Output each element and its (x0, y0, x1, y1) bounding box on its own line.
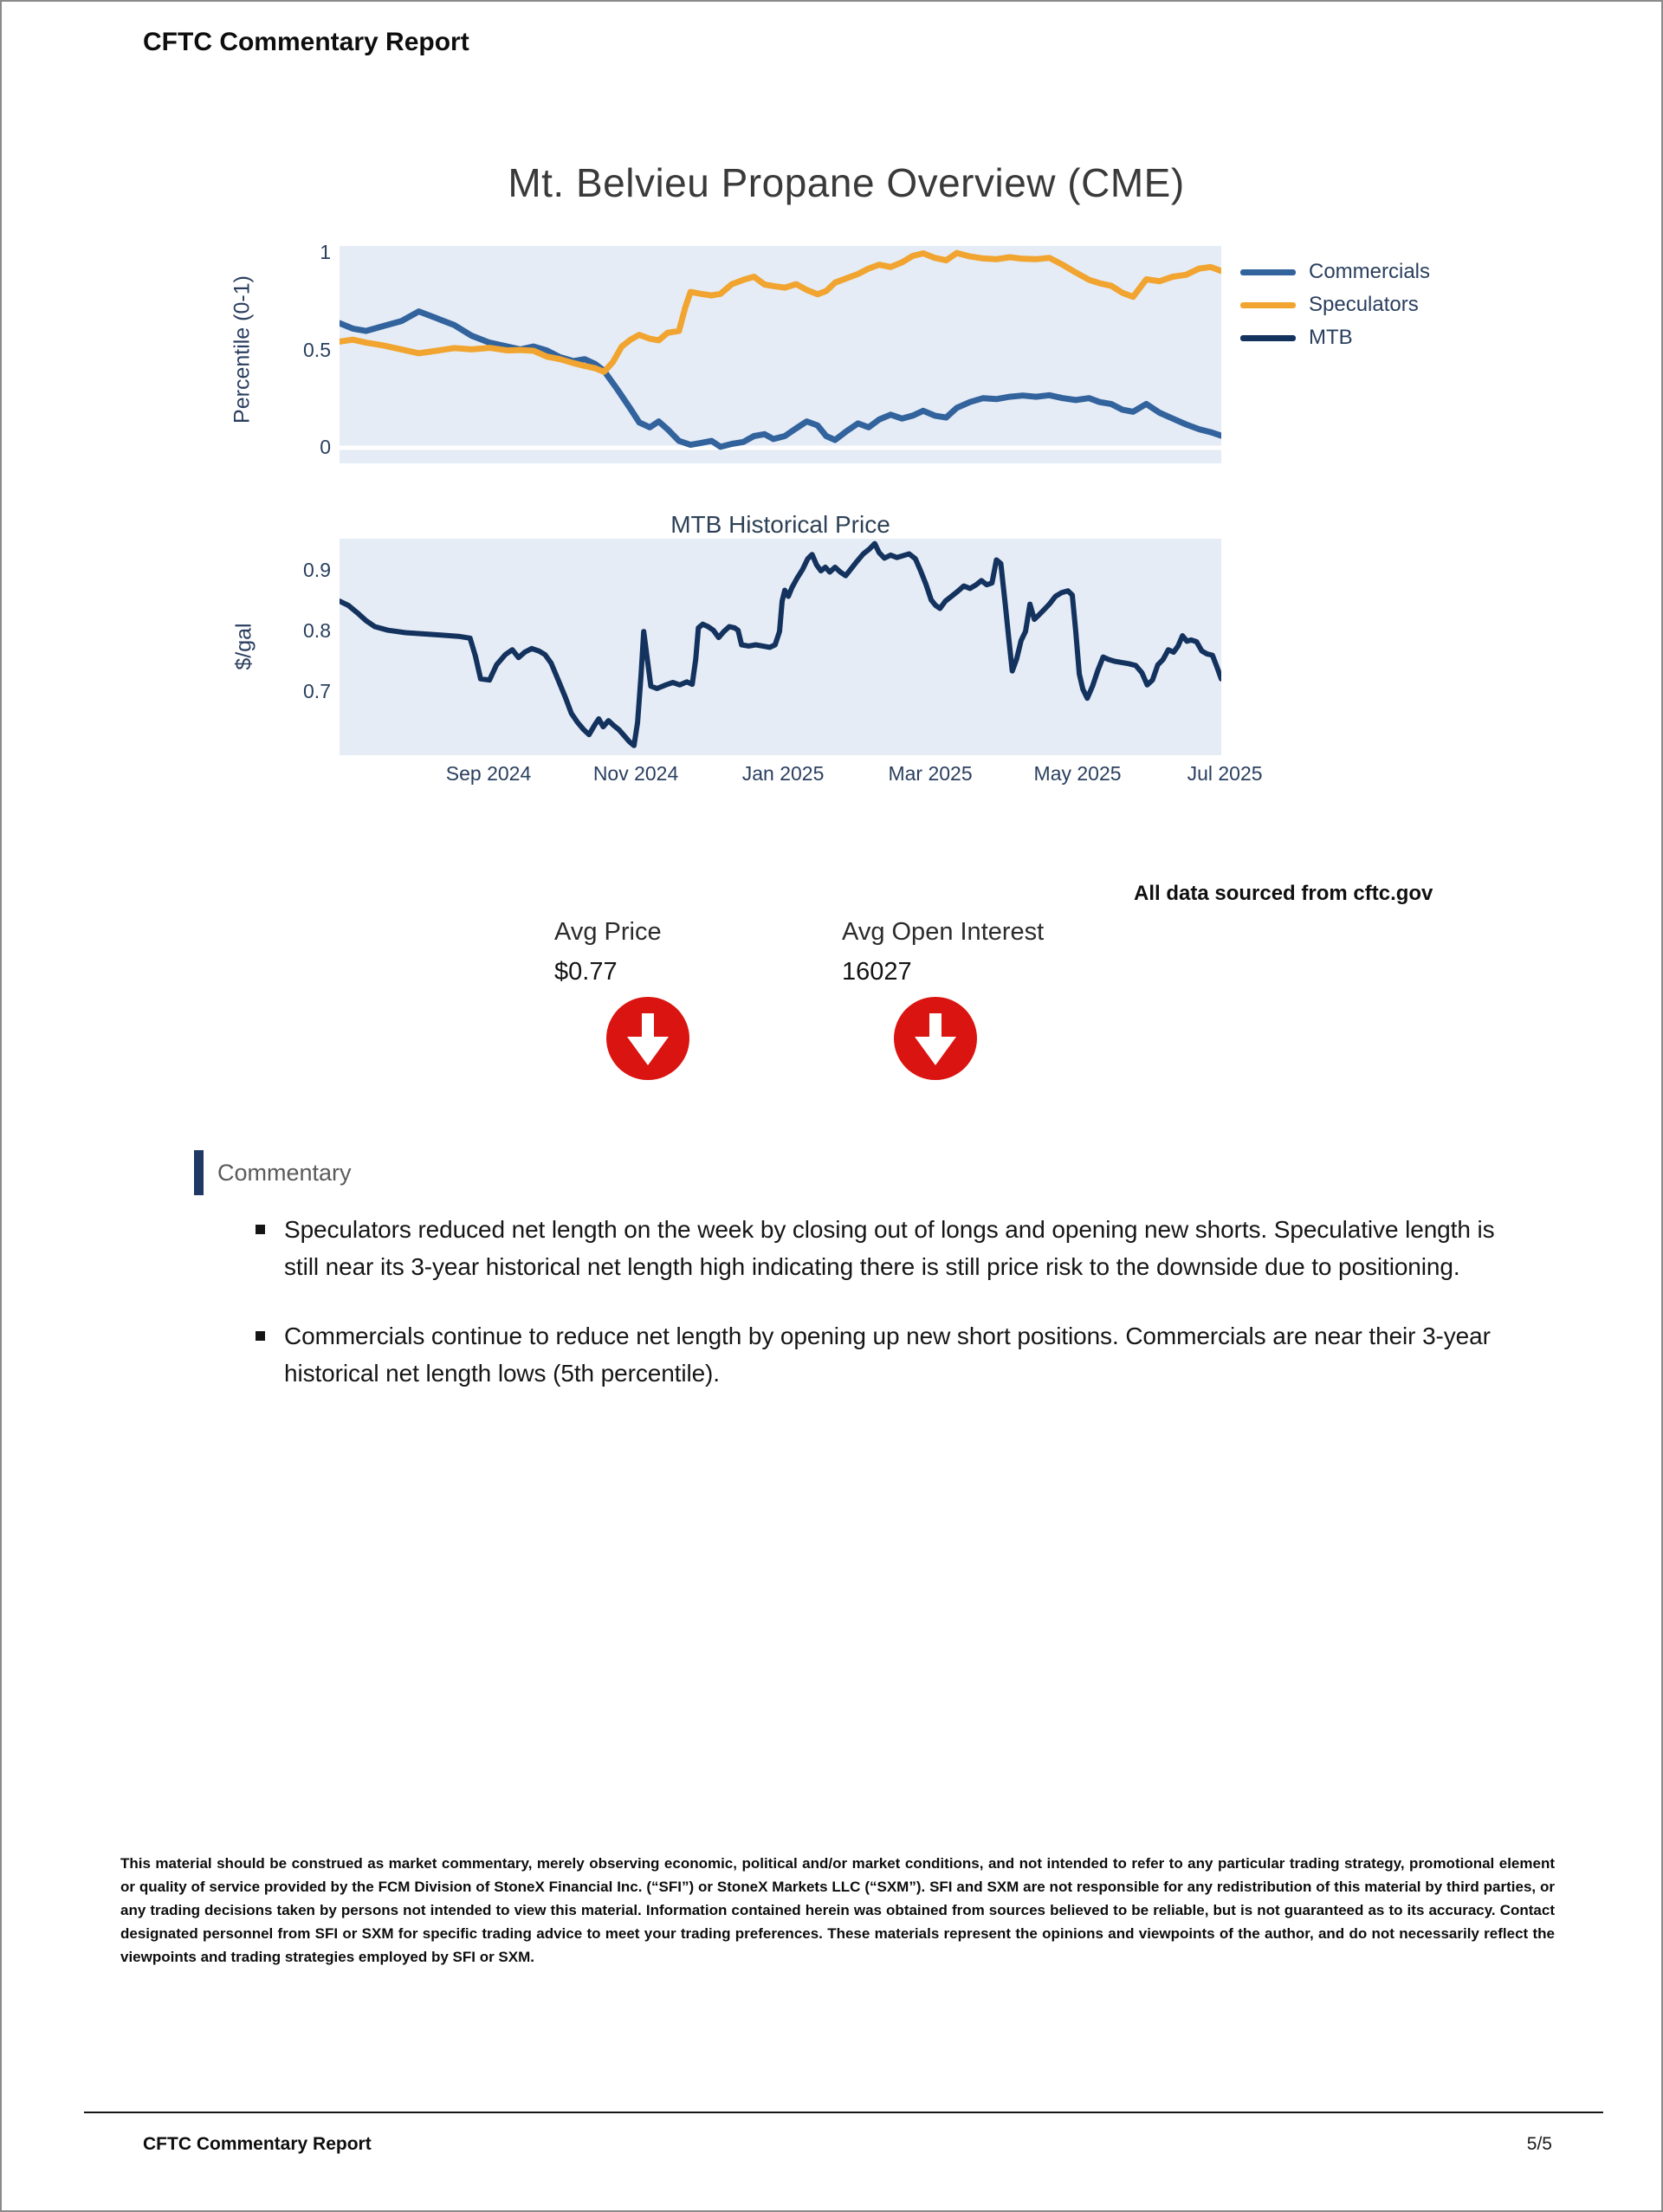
legal-disclaimer: This material should be construed as market commentary, merely observing economic, political and/or market conditions, and not intended to refer to any particular trading strategy, promotional element or quality of service provided by the FCM Division of StoneX Financial Inc. (“SFI”) or StoneX Markets LLC (“SXM”). SFI and SXM are not responsible for any redistribution of this material by third parties, or any trading decisions taken by persons not intended to view this material. Information contained herein was obtained from sources believed to be reliable, but is not guaranteed as to its accuracy. Contact designated personnel from SFI or SXM for specific trading advice to meet your trading preferences. These materials represent the opinions and viewpoints of the author, and do not necessarily reflect the viewpoints and trading strategies employed by SFI or SXM. (120, 1855, 1555, 1965)
chart-legend (1240, 255, 1430, 354)
legend-item-mtb (1240, 321, 1430, 354)
commentary-bullet-list (256, 1211, 1503, 1424)
percentile-chart-plot (340, 246, 1221, 463)
legend-line-swatch (1240, 335, 1296, 341)
percentile-yaxis-label: Percentile (0-1) (230, 275, 255, 424)
x-tick-label: May 2025 (1033, 762, 1122, 785)
commentary-bullet (256, 1317, 1503, 1392)
down-arrow-icon (605, 995, 691, 1082)
mtb-price-chart-title: MTB Historical Price (670, 511, 890, 538)
y-tick-label: 0.7 (303, 680, 331, 703)
y-tick-label: 1 (320, 241, 331, 264)
figure-title: Mt. Belvieu Propane Overview (CME) (508, 160, 1185, 205)
stat-avg-price-label: Avg Price (554, 918, 662, 946)
y-tick-label: 0 (320, 436, 331, 458)
y-tick-label: 0.5 (303, 338, 331, 361)
bullet-text: Speculators reduced net length on the week by closing out of longs and opening new shorts. Speculative length is still near its 3-year historical net length high indicating there is still price risk to the downside due to positioning. (284, 1216, 1495, 1280)
down-arrow-icon (892, 995, 979, 1082)
mtb-price-chart-plot (340, 539, 1221, 755)
bullet-marker (256, 1225, 265, 1234)
x-tick-label: Sep 2024 (445, 762, 532, 785)
legend-line-swatch (1240, 269, 1296, 275)
y-tick-label: 0.9 (303, 559, 331, 582)
stat-avg-open-interest-label: Avg Open Interest (842, 918, 1045, 946)
price-yaxis-label: $/gal (231, 623, 256, 670)
legend-line-swatch (1240, 302, 1296, 308)
commentary-bullet (256, 1211, 1503, 1285)
footer-divider (84, 2112, 1603, 2113)
x-tick-label: Nov 2024 (592, 762, 679, 785)
legend-label: Speculators (1309, 293, 1419, 316)
legend-label: MTB (1309, 326, 1353, 349)
commentary-heading: Commentary (217, 1160, 352, 1186)
stat-avg-open-interest-value: 16027 (842, 958, 912, 986)
y-tick-label: 0.8 (303, 619, 331, 643)
source-note: All data sourced from cftc.gov (1134, 882, 1433, 905)
x-tick-label: Mar 2025 (888, 762, 973, 785)
x-tick-label: Jan 2025 (741, 762, 825, 785)
legend-item-commercials (1240, 255, 1430, 288)
stat-avg-open-interest (842, 918, 1154, 986)
commentary-accent-bar (194, 1150, 204, 1195)
bullet-text: Commercials continue to reduce net length by opening up new short positions. Commercials are near their 3-year historical net length lows (5th percentile). (284, 1323, 1491, 1387)
legend-label: Commercials (1309, 260, 1431, 283)
legend-item-speculators (1240, 288, 1430, 321)
report-header-title: CFTC Commentary Report (143, 28, 469, 56)
footer-report-title: CFTC Commentary Report (143, 2134, 372, 2154)
footer-page-number: 5/5 (1526, 2134, 1552, 2154)
stat-avg-price-value: $0.77 (554, 958, 618, 986)
x-tick-label: Jul 2025 (1187, 762, 1263, 785)
zero-gridline (340, 446, 1221, 450)
stat-avg-price (554, 918, 866, 986)
bullet-marker (256, 1331, 265, 1341)
